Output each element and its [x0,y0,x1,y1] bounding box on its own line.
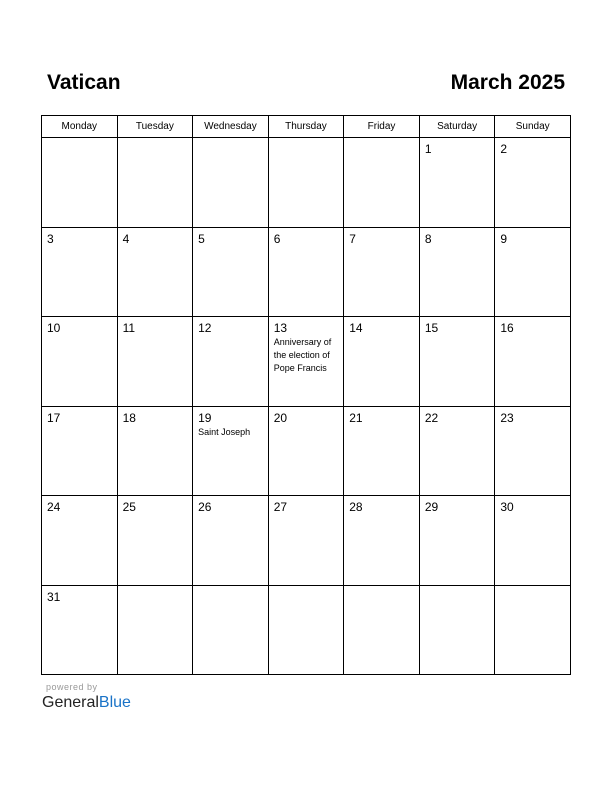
brand-blue-text: Blue [98,694,131,711]
day-number: 19 [198,410,212,425]
calendar-day-cell [268,317,344,407]
calendar-day-cell [495,496,571,586]
calendar-day-cell [495,406,571,496]
day-number: 11 [122,321,136,335]
calendar-day-cell [42,227,118,317]
weekday-wednesday: Wednesday [193,116,269,138]
calendar-day-cell [117,406,193,496]
calendar-day-cell [117,317,193,407]
calendar-grid [41,115,571,675]
calendar-week-row [42,585,571,675]
day-number: 28 [349,500,363,514]
day-number: 18 [122,410,136,425]
calendar-day-cell [344,138,420,228]
calendar-day-cell [193,585,269,675]
weekday-friday: Friday [344,116,420,138]
calendar-day-cell [419,406,495,496]
calendar-day-cell [344,585,420,675]
calendar-day-cell [344,496,420,586]
day-number: 2 [500,142,508,156]
calendar-body [42,138,571,675]
calendar-day-cell [268,585,344,675]
calendar-day-cell [42,585,118,675]
calendar-day-cell [344,227,420,317]
calendar-day-cell [344,317,420,407]
calendar-week-row [42,227,571,317]
calendar-day-cell [42,317,118,407]
calendar-day-cell [193,227,269,317]
day-number: 31 [47,589,61,604]
calendar-day-cell [42,406,118,496]
country-title: Vatican [47,71,121,94]
calendar-day-cell [419,138,495,228]
calendar-day-cell [268,138,344,228]
day-number: 27 [273,500,288,514]
day-number: 13 [273,321,288,335]
calendar-day-cell [344,406,420,496]
calendar-day-cell [193,138,269,228]
calendar-day-cell [42,138,118,228]
calendar-day-cell [495,317,571,407]
day-number: 8 [424,231,432,246]
day-number: 1 [424,142,432,156]
calendar-day-cell [42,496,118,586]
calendar-day-cell [419,585,495,675]
day-number: 9 [500,231,508,246]
day-number: 15 [424,321,439,335]
calendar-day-cell [419,317,495,407]
calendar-day-cell [268,496,344,586]
day-number: 30 [500,500,514,514]
month-title: March 2025 [450,71,565,94]
day-number: 10 [47,321,61,335]
day-number: 6 [273,231,281,246]
calendar-day-cell [193,317,269,407]
powered-by-label: powered by [46,682,98,692]
day-number: 17 [47,410,61,425]
day-number: 4 [122,231,130,246]
calendar-day-cell [495,227,571,317]
holiday-label: Anniversary of the election of Pope Francis [273,337,332,373]
calendar-day-cell [117,227,193,317]
day-number: 7 [349,231,356,246]
weekday-monday: Monday [42,116,118,138]
day-number: 21 [349,410,363,425]
holiday-label: Saint Joseph [198,426,251,437]
weekday-header-row [42,116,571,138]
generalblue-logo[interactable] [42,694,131,712]
day-number: 20 [273,410,288,425]
calendar-week-row [42,496,571,586]
calendar-day-cell [419,496,495,586]
weekday-tuesday: Tuesday [117,116,193,138]
calendar-day-cell [117,138,193,228]
day-number: 24 [47,500,61,514]
calendar-week-row [42,406,571,496]
calendar-day-cell [268,227,344,317]
calendar-day-cell [193,406,269,496]
day-number: 22 [424,410,439,425]
day-number: 25 [122,500,136,514]
day-number: 23 [500,410,514,425]
day-number: 29 [424,500,439,514]
weekday-saturday: Saturday [419,116,495,138]
weekday-thursday: Thursday [268,116,344,138]
calendar-day-cell [117,585,193,675]
calendar-day-cell [268,406,344,496]
calendar-day-cell [495,138,571,228]
calendar-week-row [42,317,571,407]
brand-general-text: General [42,694,99,711]
calendar-day-cell [117,496,193,586]
day-number: 3 [47,231,54,246]
calendar-day-cell [419,227,495,317]
day-number: 26 [198,500,212,514]
day-number: 12 [198,321,212,335]
weekday-sunday: Sunday [495,116,571,138]
day-number: 5 [198,231,205,246]
calendar-day-cell [193,496,269,586]
calendar-day-cell [495,585,571,675]
calendar-week-row [42,138,571,228]
day-number: 14 [349,321,363,335]
day-number: 16 [500,321,514,335]
